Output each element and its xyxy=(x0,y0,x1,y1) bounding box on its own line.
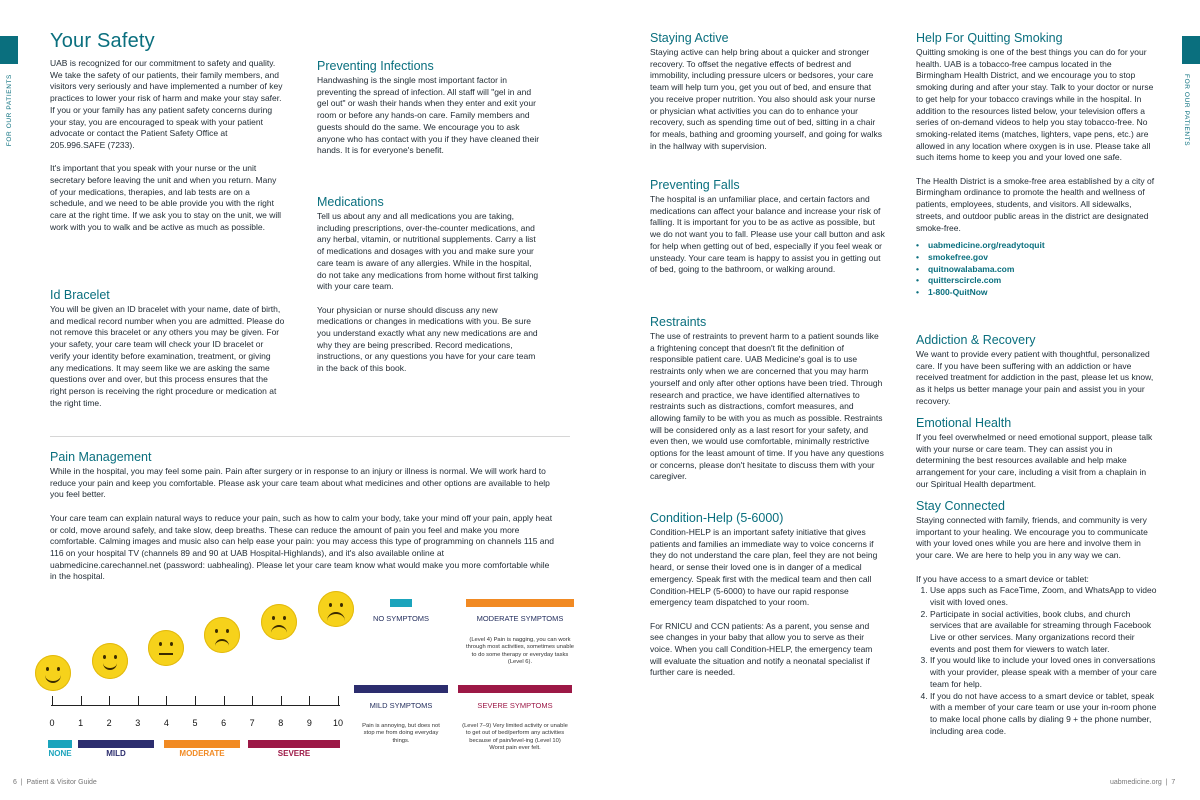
stay-connected-step: 3. If you would like to include your loved ones in conversations with your provider, please speak with a member of your care team for help. xyxy=(930,655,1158,690)
section-divider xyxy=(50,436,570,437)
footer-url[interactable]: uabmedicine.org xyxy=(1110,779,1162,786)
quit-resource-link[interactable]: • smokefree.gov xyxy=(916,252,1158,264)
pain-scale-number: 3 xyxy=(135,718,141,728)
legend-moderate-bar xyxy=(466,599,574,607)
severe-band-label: SEVERE xyxy=(277,749,311,758)
legend-none-title: NO SYMPTOMS xyxy=(372,614,430,623)
face-6-icon xyxy=(204,617,240,653)
quitting-smoking-title: Help For Quitting Smoking xyxy=(916,31,1063,45)
right-page-number: 7 xyxy=(1171,779,1176,786)
pain-scale-number: 1 xyxy=(78,718,84,728)
pain-scale-number: 0 xyxy=(49,718,55,728)
pain-scale-number: 6 xyxy=(221,718,227,728)
preventing-infections-title: Preventing Infections xyxy=(317,59,434,73)
your-safety-paragraph-2: It's important that you speak with your nurse or the unit secretary before leaving the unit and when you return. Many of your medications, therapies, and lab tests are on a schedule, and we need to be able provide you with the right care at the right time. If we ask you to stay on the unit, we will work with you to walk and be active as much as possible. xyxy=(50,163,282,232)
face-4-icon xyxy=(148,630,184,666)
pain-scale-tick xyxy=(138,696,139,706)
id-bracelet-body: You will be given an ID bracelet with your name, date of birth, and medical record number when you are admitted. Please do not remove this bracelet or any others you may be given. For your safety, your care team will check your ID bracelet or verify your identity before examination, treatment, or giving any medications. It may seem like we are asking the same questions over and over, but this process ensures that the right person is receiving the right procedure or medication at the right time. xyxy=(50,304,285,408)
pain-scale-tick xyxy=(281,696,282,706)
pain-scale-number: 9 xyxy=(306,718,312,728)
condition-help-paragraph-1: Condition-HELP is an important safety initiative that gives patients and families an immediate way to voice concerns if they do not understand the care plan, feel they are not being heard, or sense their loved one is in danger of a medical emergency. Speak first with the medical team and then call Condition-HELP (5-6000) to have our rapid response emergency team dispatched to your room. xyxy=(650,527,878,608)
none-band-label: NONE xyxy=(48,749,72,758)
preventing-infections-section xyxy=(317,59,542,157)
moderate-band-label: MODERATE xyxy=(179,749,225,758)
stay-connected-step: 4. If you do not have access to a smart device or tablet, speak with a member of your care team or use your in-room phone to make local phone calls by dialing 9 + the phone number, including area code. xyxy=(930,691,1158,738)
staying-active-title: Staying Active xyxy=(650,31,729,45)
restraints-title: Restraints xyxy=(650,315,707,329)
your-safety-paragraph-1: UAB is recognized for our commitment to safety and quality. We take the safety of our patients, their family members, and visitors very seriously and have implemented a number of key practices to lower your risk of harm and make your stay safer. If you or your family has any patient safety concerns during your stay, you are encouraged to speak with your patient advocate or contact the Patient Safety Office at 205.996.SAFE (7233). xyxy=(50,58,283,150)
medications-paragraph-1: Tell us about any and all medications you are taking, including prescriptions, over-the-counter medications, and any herbal, vitamin, or nutritional supplements. Carry a list of medications and dosages with you and make sure your care team is aware of any allergies. While in the hospital, do not take any medications from home without first talking with your care team. xyxy=(317,211,539,292)
pain-scale-tick xyxy=(338,696,339,706)
legend-severe-bar xyxy=(458,685,572,693)
condition-help-section xyxy=(650,511,885,679)
footer-separator: | xyxy=(20,779,23,786)
quit-resource-link[interactable]: • uabmedicine.org/readytoquit xyxy=(916,240,1158,252)
pain-management-title: Pain Management xyxy=(50,450,152,464)
face-2-icon xyxy=(92,643,128,679)
medications-paragraph-2: Your physician or nurse should discuss any new medications or changes in medications with you. Be sure you understand exactly what any new medications are and why they are being prescribed. Record medications, instructions, or any questions you have for your care team in the back of this book. xyxy=(317,304,538,374)
left-vertical-label: FOR OUR PATIENTS xyxy=(6,74,13,147)
quit-resource-link[interactable]: • quitnowalabama.com xyxy=(916,264,1158,276)
addiction-title: Addiction & Recovery xyxy=(916,333,1036,347)
right-footer xyxy=(1110,779,1175,786)
quit-resource-link[interactable]: • 1-800-QuitNow xyxy=(916,287,1158,299)
stay-connected-step: 2. Participate in social activities, book clubs, and church services that are available for streaming through Facebook Live or other services. Many organizations record their events and post them for viewers to watch later. xyxy=(930,609,1158,656)
pain-scale-tick xyxy=(309,696,310,706)
guide-title: Patient & Visitor Guide xyxy=(26,779,97,786)
quitting-smoking-section xyxy=(916,31,1158,299)
pain-scale-number: 2 xyxy=(106,718,112,728)
right-page-tab xyxy=(1182,36,1200,64)
left-footer xyxy=(13,779,97,786)
legend-severe-title: SEVERE SYMPTOMS xyxy=(477,701,553,710)
pain-scale-tick xyxy=(252,696,253,706)
stay-connected-title: Stay Connected xyxy=(916,499,1005,513)
legend-severe-description: (Level 7–9) Very limited activity or unable to get out of bed/perform any activities because of pain/level-ing (Level 10) Worst pain ever felt. xyxy=(462,723,568,752)
none-band-bar xyxy=(48,740,72,748)
restraints-section xyxy=(650,315,885,483)
preventing-infections-body: Handwashing is the single most important factor in preventing the spread of infection. All staff will "gel in and gel out" or wash their hands when they enter and exit your room or before any hands-on care. Family members and guests should do the same. We encourage you to ask anyone who has contact with you if they have cleaned their hands. It is for everyone's benefit. xyxy=(317,75,540,156)
addiction-section xyxy=(916,333,1158,408)
staying-active-section xyxy=(650,31,885,152)
pain-scale-tick xyxy=(109,696,110,706)
quitting-smoking-paragraph-1: Quitting smoking is one of the best things you can do for your health. UAB is a tobacco-free campus located in the Birmingham Health District, and we encourage you to stop smoking during and after your stay. Talk to your doctor or nurse to get help for your tobacco cravings while in the hospital. In addition to the resources listed below, your television offers a series of on-demand videos to help you stay tobacco-free. No smoking-related items (matches, lighters, vape pens, etc.) are allowed in any location where oxygen is in use. Please take all such items home to keep you and your loved one safe. xyxy=(916,47,1154,163)
quit-resources-list xyxy=(916,240,1158,299)
preventing-falls-title: Preventing Falls xyxy=(650,178,740,192)
pain-management-paragraph-2: Your care team can explain natural ways to reduce your pain, such as how to calm your body, take your mind off your pain, apply heat or cold, move around safely, and take slow, deep breaths. These can reduce the amount of pain you feel and make you more comfortable. Calming images and music also can help ease your pain: you may access this type of programming on channels 115 and 116 on your hospital TV (channels 89 and 90 at UAB Hospital-Highlands), and it's also available online at uabmedicine.carechannel.net (password: uabhealing). Please let your care team know what would make you more comfortable while in the hospital. xyxy=(50,512,554,582)
stay-connected-section xyxy=(916,499,1158,737)
pain-management-paragraph-1: While in the hospital, you may feel some pain. Pain after surgery or in response to an injury or illness is normal. We will work hard to reduce your pain and keep you comfortable. Please ask your care team about what medicines and other options are available to help you feel better. xyxy=(50,466,550,500)
face-8-icon xyxy=(261,604,297,640)
addiction-body: We want to provide every patient with thoughtful, personalized care. If you have been suffering with an addiction or have received treatment for addiction in the past, please let us know, as it helps us better manage your pain and assist you in your recovery. xyxy=(916,349,1154,406)
staying-active-body: Staying active can help bring about a quicker and stronger recovery. To offset the negative effects of bedrest and immobility, including pressure ulcers or bedsores, your care team will help turn you, get you out of bed, and ensure that you receive proper nutrition. You also should ask your nurse or physician what activities you can do to enhance your recovery, such as spending time out of bed, sitting in a chair for meals, bathing and grooming yourself, and going for walks in the hallway with supervision. xyxy=(650,47,882,151)
stay-connected-paragraph-1: Staying connected with family, friends, and community is very important to your healing. We encourage you to communicate with your loved ones while you are here and involve them in your care. We are here to help you in any way we can. xyxy=(916,515,1148,561)
condition-help-paragraph-2: For RNICU and CCN patients: As a parent, you sense and see changes in your baby that allow you to serve as their voice. When you call Condition-HELP, the emergency team will evaluate the situation and notify a neonatal specialist if further care is needed. xyxy=(650,620,873,678)
preventing-falls-section xyxy=(650,178,885,276)
pain-management-section xyxy=(50,450,555,583)
preventing-falls-body: The hospital is an unfamiliar place, and certain factors and medications can affect your balance and increase your risk of falling. It is important for you to be as active as possible, but we do not want you to fall. Please use your call button and ask for help when getting out of bed, especially if you feel weak or unsteady. Your care team is happy to assist you in getting out of bed, going to the bathroom, or walking around. xyxy=(650,194,885,275)
legend-mild-description: Pain is annoying, but does not stop me from doing everyday things. xyxy=(362,723,440,744)
quit-resource-link[interactable]: • quitterscircle.com xyxy=(916,275,1158,287)
emotional-health-body: If you feel overwhelmed or need emotional support, please talk with your nurse or care team. They can assist you in determining the best resources available and help make arrangement for your care, including a visit from a chaplain in our Spiritual Health department. xyxy=(916,432,1153,489)
stay-connected-paragraph-2: If you have access to a smart device or tablet: xyxy=(916,573,1089,584)
id-bracelet-title: Id Bracelet xyxy=(50,288,110,302)
pain-scale-number: 10 xyxy=(332,718,343,728)
severe-band-bar xyxy=(248,740,340,748)
pain-scale-tick xyxy=(81,696,82,706)
left-page-tab xyxy=(0,36,18,64)
pain-scale-number: 4 xyxy=(163,718,169,728)
moderate-band-bar xyxy=(164,740,240,748)
pain-scale-tick xyxy=(224,696,225,706)
left-page-number: 6 xyxy=(13,779,17,786)
stay-connected-step: 1. Use apps such as FaceTime, Zoom, and WhatsApp to video visit with loved ones. xyxy=(930,585,1158,608)
emotional-health-section xyxy=(916,416,1158,491)
right-vertical-label: FOR OUR PATIENTS xyxy=(1183,74,1190,147)
footer-separator: | xyxy=(1165,779,1168,786)
medications-title: Medications xyxy=(317,195,384,209)
condition-help-title: Condition-Help (5-6000) xyxy=(650,511,784,525)
id-bracelet-section xyxy=(50,288,285,409)
face-0-icon xyxy=(35,655,71,691)
pain-scale-tick xyxy=(195,696,196,706)
medications-section xyxy=(317,195,542,375)
legend-mild-title: MILD SYMPTOMS xyxy=(369,701,433,710)
face-10-icon xyxy=(318,591,354,627)
legend-moderate-title: MODERATE SYMPTOMS xyxy=(476,614,564,623)
pain-scale-tick xyxy=(166,696,167,706)
stay-connected-steps xyxy=(916,585,1158,737)
restraints-body: The use of restraints to prevent harm to a patient sounds like a frightening concept that doesn't fit the definition of responsible patient care. UAB Medicine's goal is to use restraints only when we are concerned that you may harm yourself and only after other options have been tried. Through research and practice, we have identified alternatives to restraints such as distractions, comfort measures, and allowing family to be with you as much as possible. Restraints will be considered only as a last resort for your safety, and even then, we would use comfortable, minimally restrictive options for the least amount of time. If you have any questions or concerns, please don't hesitate to discuss them with your caregiver. xyxy=(650,331,884,482)
your-safety-section xyxy=(50,30,285,234)
legend-none-bar xyxy=(390,599,412,607)
legend-mild-bar xyxy=(354,685,448,693)
emotional-health-title: Emotional Health xyxy=(916,416,1012,430)
pain-scale-number: 7 xyxy=(249,718,255,728)
legend-moderate-description: (Level 4) Pain is nagging, you can work through most activities, sometimes unable to do some therapy or everyday tasks (Level 6). xyxy=(466,637,574,666)
mild-band-bar xyxy=(78,740,154,748)
pain-scale-number: 8 xyxy=(278,718,284,728)
quitting-smoking-paragraph-2: The Health District is a smoke-free area established by a city of Birmingham ordinance to promote the health and wellness of patients, employees, students, and visitors. All sidewalks, streets, and outdoor public areas in the district are designated smoke-free. xyxy=(916,175,1155,233)
pain-scale-tick xyxy=(52,696,53,706)
mild-band-label: MILD xyxy=(106,749,126,758)
your-safety-title: Your Safety xyxy=(50,30,155,52)
pain-scale-number: 5 xyxy=(192,718,198,728)
